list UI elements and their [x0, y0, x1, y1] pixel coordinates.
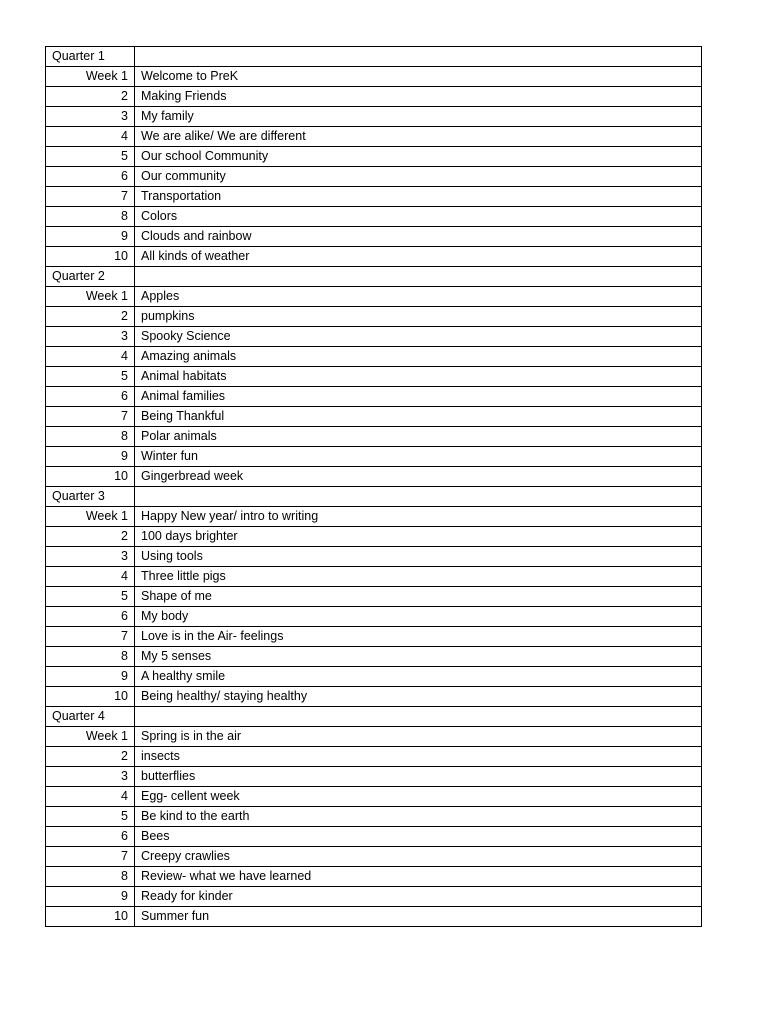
- week-cell: Week 1: [46, 727, 135, 747]
- table-row: [46, 327, 702, 347]
- week-cell: 10: [46, 467, 135, 487]
- table-row: [46, 227, 702, 247]
- topic-cell: Apples: [135, 287, 702, 307]
- week-cell: 6: [46, 167, 135, 187]
- quarter-header-row: [46, 267, 702, 287]
- topic-cell: Animal families: [135, 387, 702, 407]
- week-cell: 6: [46, 827, 135, 847]
- week-cell: 10: [46, 247, 135, 267]
- week-cell: 5: [46, 367, 135, 387]
- topic-cell: My body: [135, 607, 702, 627]
- table-row: [46, 907, 702, 927]
- table-row: [46, 287, 702, 307]
- week-cell: 8: [46, 867, 135, 887]
- curriculum-table: [45, 46, 702, 927]
- quarter-label: Quarter 2: [46, 267, 135, 287]
- table-row: [46, 687, 702, 707]
- week-cell: 10: [46, 907, 135, 927]
- topic-cell: My 5 senses: [135, 647, 702, 667]
- table-row: [46, 407, 702, 427]
- week-cell: 7: [46, 847, 135, 867]
- week-cell: 9: [46, 887, 135, 907]
- topic-cell: Three little pigs: [135, 567, 702, 587]
- topic-cell: Polar animals: [135, 427, 702, 447]
- topic-cell: pumpkins: [135, 307, 702, 327]
- topic-cell: Ready for kinder: [135, 887, 702, 907]
- week-cell: 2: [46, 747, 135, 767]
- table-row: [46, 127, 702, 147]
- week-cell: 5: [46, 147, 135, 167]
- week-cell: 4: [46, 127, 135, 147]
- empty-cell: [135, 47, 702, 67]
- table-row: [46, 67, 702, 87]
- week-cell: 2: [46, 307, 135, 327]
- empty-cell: [135, 267, 702, 287]
- table-row: [46, 207, 702, 227]
- table-row: [46, 247, 702, 267]
- table-row: [46, 867, 702, 887]
- table-row: [46, 747, 702, 767]
- quarter-label: Quarter 3: [46, 487, 135, 507]
- topic-cell: All kinds of weather: [135, 247, 702, 267]
- topic-cell: Summer fun: [135, 907, 702, 927]
- topic-cell: Our community: [135, 167, 702, 187]
- week-cell: 6: [46, 607, 135, 627]
- week-cell: 7: [46, 627, 135, 647]
- topic-cell: Be kind to the earth: [135, 807, 702, 827]
- topic-cell: Making Friends: [135, 87, 702, 107]
- week-cell: 8: [46, 647, 135, 667]
- table-row: [46, 847, 702, 867]
- quarter-header-row: [46, 707, 702, 727]
- week-cell: 9: [46, 447, 135, 467]
- table-row: [46, 567, 702, 587]
- week-cell: 4: [46, 347, 135, 367]
- table-row: [46, 727, 702, 747]
- week-cell: 4: [46, 787, 135, 807]
- topic-cell: Being Thankful: [135, 407, 702, 427]
- table-row: [46, 87, 702, 107]
- topic-cell: We are alike/ We are different: [135, 127, 702, 147]
- topic-cell: Using tools: [135, 547, 702, 567]
- week-cell: 10: [46, 687, 135, 707]
- empty-cell: [135, 707, 702, 727]
- table-row: [46, 647, 702, 667]
- topic-cell: Gingerbread week: [135, 467, 702, 487]
- empty-cell: [135, 487, 702, 507]
- topic-cell: Egg- cellent week: [135, 787, 702, 807]
- quarter-header-row: [46, 47, 702, 67]
- table-row: [46, 667, 702, 687]
- table-row: [46, 147, 702, 167]
- topic-cell: Love is in the Air- feelings: [135, 627, 702, 647]
- spreadsheet-page: [45, 46, 701, 927]
- table-row: [46, 607, 702, 627]
- topic-cell: Spring is in the air: [135, 727, 702, 747]
- topic-cell: insects: [135, 747, 702, 767]
- topic-cell: Winter fun: [135, 447, 702, 467]
- week-cell: 3: [46, 327, 135, 347]
- topic-cell: Spooky Science: [135, 327, 702, 347]
- table-row: [46, 367, 702, 387]
- table-row: [46, 787, 702, 807]
- topic-cell: butterflies: [135, 767, 702, 787]
- table-row: [46, 547, 702, 567]
- topic-cell: Shape of me: [135, 587, 702, 607]
- week-cell: 3: [46, 547, 135, 567]
- table-row: [46, 427, 702, 447]
- quarter-label: Quarter 1: [46, 47, 135, 67]
- table-row: [46, 627, 702, 647]
- week-cell: 8: [46, 207, 135, 227]
- table-row: [46, 387, 702, 407]
- topic-cell: My family: [135, 107, 702, 127]
- table-row: [46, 447, 702, 467]
- topic-cell: Creepy crawlies: [135, 847, 702, 867]
- week-cell: 9: [46, 667, 135, 687]
- topic-cell: Welcome to PreK: [135, 67, 702, 87]
- week-cell: 6: [46, 387, 135, 407]
- week-cell: Week 1: [46, 287, 135, 307]
- week-cell: 7: [46, 187, 135, 207]
- table-row: [46, 807, 702, 827]
- topic-cell: Bees: [135, 827, 702, 847]
- table-row: [46, 307, 702, 327]
- table-row: [46, 107, 702, 127]
- table-row: [46, 467, 702, 487]
- table-row: [46, 587, 702, 607]
- topic-cell: Being healthy/ staying healthy: [135, 687, 702, 707]
- topic-cell: Amazing animals: [135, 347, 702, 367]
- week-cell: 5: [46, 587, 135, 607]
- topic-cell: A healthy smile: [135, 667, 702, 687]
- table-row: [46, 887, 702, 907]
- week-cell: Week 1: [46, 507, 135, 527]
- topic-cell: Colors: [135, 207, 702, 227]
- week-cell: 2: [46, 87, 135, 107]
- table-row: [46, 347, 702, 367]
- topic-cell: Happy New year/ intro to writing: [135, 507, 702, 527]
- week-cell: 5: [46, 807, 135, 827]
- topic-cell: Clouds and rainbow: [135, 227, 702, 247]
- table-row: [46, 507, 702, 527]
- table-row: [46, 527, 702, 547]
- week-cell: Week 1: [46, 67, 135, 87]
- table-row: [46, 767, 702, 787]
- week-cell: 7: [46, 407, 135, 427]
- topic-cell: Transportation: [135, 187, 702, 207]
- table-row: [46, 827, 702, 847]
- topic-cell: Our school Community: [135, 147, 702, 167]
- topic-cell: 100 days brighter: [135, 527, 702, 547]
- quarter-header-row: [46, 487, 702, 507]
- table-row: [46, 167, 702, 187]
- topic-cell: Review- what we have learned: [135, 867, 702, 887]
- week-cell: 2: [46, 527, 135, 547]
- week-cell: 9: [46, 227, 135, 247]
- week-cell: 8: [46, 427, 135, 447]
- week-cell: 3: [46, 767, 135, 787]
- quarter-label: Quarter 4: [46, 707, 135, 727]
- topic-cell: Animal habitats: [135, 367, 702, 387]
- week-cell: 3: [46, 107, 135, 127]
- table-row: [46, 187, 702, 207]
- week-cell: 4: [46, 567, 135, 587]
